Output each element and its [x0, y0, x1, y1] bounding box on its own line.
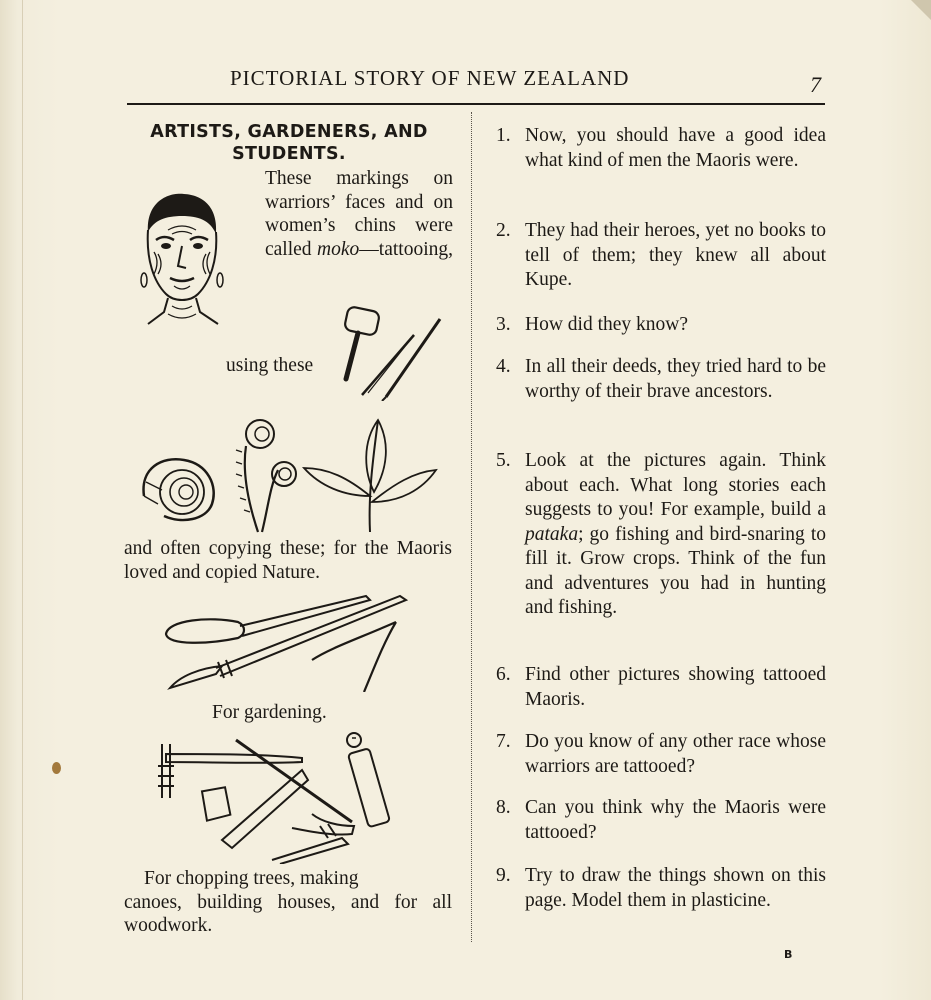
question-text: Find other pictures showing tattooed Maoris. — [525, 664, 826, 710]
intro-after: —tattooing, — [359, 238, 453, 260]
nature-illustration — [138, 412, 440, 534]
tattoo-tools-illustration — [340, 305, 446, 401]
woodwork-caption-rest: canoes, building houses, and for all woodwork. — [124, 891, 452, 936]
intro-paragraph — [265, 167, 453, 261]
section-title-line2: STUDENTS. — [232, 144, 346, 164]
question-number: 1. — [496, 125, 511, 146]
question-text: How did they know? — [525, 314, 689, 335]
shell-fern-leaf-drawing — [138, 412, 440, 534]
question-number: 8. — [496, 797, 511, 818]
question-5 — [490, 449, 826, 621]
intro-before: These markings on warriors’ faces and on women’s chins were called — [265, 168, 453, 260]
question-4 — [490, 355, 826, 404]
mallet-chisel-drawing — [340, 305, 446, 401]
question-text: Try to draw the things shown on this page. Model them in plasticine. — [525, 865, 826, 911]
garden-tools-illustration — [160, 588, 412, 692]
section-title — [124, 121, 454, 165]
question-number: 5. — [496, 450, 511, 471]
question-number: 4. — [496, 356, 511, 377]
intro-term: moko — [317, 238, 360, 260]
question-5-before: Look at the pictures again. Think about each. What long stories each suggests to you! For example, build a — [525, 450, 826, 520]
section-title-line1: ARTISTS, GARDENERS, AND — [150, 122, 428, 142]
question-6 — [490, 663, 826, 712]
question-text: Do you know of any other race whose warriors are tattooed? — [525, 731, 826, 777]
question-9 — [490, 864, 826, 913]
question-number: 7. — [496, 731, 511, 752]
signature-mark: B — [784, 948, 793, 961]
gardening-caption: For gardening. — [212, 702, 327, 723]
question-text: In all their deeds, they tried hard to be worthy of their brave ancestors. — [525, 356, 826, 402]
question-3 — [490, 313, 826, 338]
question-number: 9. — [496, 865, 511, 886]
column-divider — [471, 112, 472, 942]
wood-tools-illustration — [152, 730, 414, 864]
question-7 — [490, 730, 826, 779]
page-number: 7 — [810, 72, 821, 97]
question-text: Now, you should have a good idea what kind of men the Maoris were. — [525, 125, 826, 171]
question-number: 3. — [496, 314, 511, 335]
question-text — [525, 449, 826, 621]
page-corner — [909, 0, 931, 22]
face-drawing — [138, 190, 226, 326]
question-text: They had their heroes, yet no books to tell of them; they knew all about Kupe. — [525, 220, 826, 290]
adze-and-club-drawing — [152, 730, 414, 864]
woodwork-caption — [124, 867, 452, 938]
woodwork-caption-line1: For chopping trees, making — [144, 868, 359, 889]
running-title: PICTORIAL STORY OF NEW ZEALAND — [230, 66, 630, 90]
question-5-after: ; go fishing and bird-snaring to fill it. Grow crops. Think of the fun and adventures you had in hunting and fishing. — [525, 523, 826, 618]
question-number: 2. — [496, 220, 511, 241]
question-number: 6. — [496, 664, 511, 685]
question-5-term: pataka — [525, 523, 579, 545]
question-8 — [490, 796, 826, 845]
using-these-label: using these — [226, 355, 314, 376]
nature-caption: and often copying these; for the Maoris loved and copied Nature. — [124, 538, 452, 583]
question-text: Can you think why the Maoris were tattooed? — [525, 797, 826, 843]
paddle-digging-stick-drawing — [160, 588, 412, 692]
question-1 — [490, 124, 826, 173]
question-2 — [490, 219, 826, 293]
tattooed-face-illustration — [138, 190, 226, 326]
